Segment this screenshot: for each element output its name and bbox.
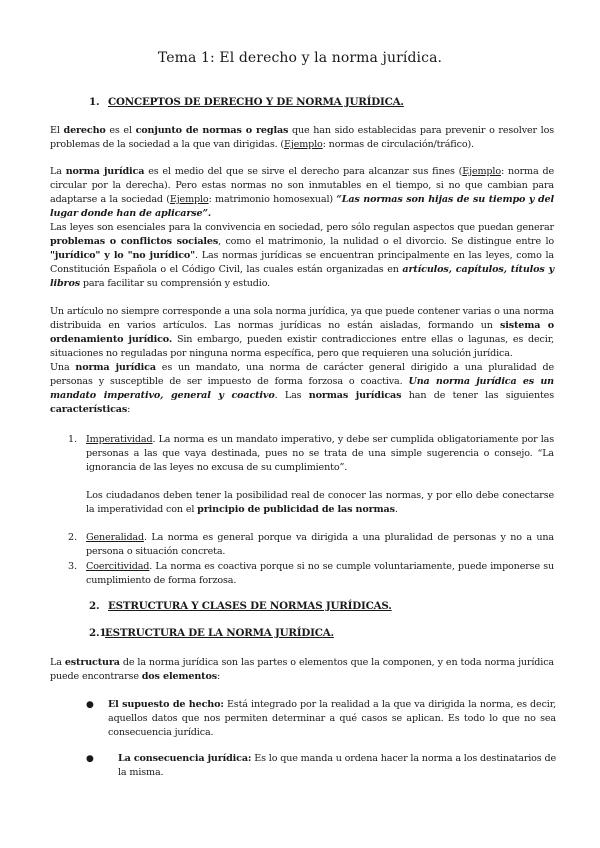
text: de la norma jurídica son las partes o elementos que la componen, y en toda norma jurídica puede encontrarse	[50, 657, 554, 682]
section-1-title: CONCEPTOS DE DERECHO Y DE NORMA JURÍDICA.	[108, 96, 404, 108]
paragraph-articulo	[50, 305, 554, 361]
text: han de tener las siguientes	[401, 390, 554, 401]
bold-text: estructura	[64, 657, 120, 668]
list-item-generalidad	[86, 531, 554, 559]
text: es un mandato, una norma de carácter general dirigido a una pluralidad de personas y susceptible de ser impuesto de forma forzosa o coactiva.	[50, 362, 554, 387]
text: Está integrado por la realidad a la que va dirigida la norma, es decir, aquellos datos que nos permiten determinar a qué casos se aplican. Es todo lo que no sea consecuencia jurídica.	[108, 699, 557, 738]
text: Una	[50, 362, 76, 373]
text: . La norma es coactiva porque si no se cumple voluntariamente, puede imponerse su cumplimiento de forma forzosa.	[86, 561, 554, 586]
text: . La norma es general porque va dirigida a una pluralidad de personas y no a una persona o situación concreta.	[86, 532, 554, 557]
paragraph-derecho	[50, 124, 554, 152]
paragraph-norma-juridica	[50, 165, 554, 221]
section-2-1-number: 2.1.	[89, 627, 110, 639]
list-item-term: Coercitividad	[86, 561, 150, 572]
page-title: Tema 1: El derecho y la norma jurídica.	[157, 50, 443, 66]
section-2-1-heading	[89, 627, 334, 639]
text: Las leyes son esenciales para la convivencia en sociedad, pero sólo regulan aspectos que puedan generar	[50, 222, 554, 233]
list-item-number: 3.	[68, 561, 78, 572]
text: La	[50, 657, 65, 668]
bold-text: normas jurídicas	[308, 390, 402, 401]
underlined-text: Ejemplo	[462, 166, 501, 177]
text: : normas de circulación/tráfico).	[322, 139, 474, 150]
bold-text: norma jurídica	[65, 166, 145, 177]
bullet-item-consecuencia	[118, 752, 556, 780]
section-1-heading	[89, 96, 404, 108]
text: Un artículo no siempre corresponde a una sola norma jurídica, ya que puede contener varias o una norma distribuida en varios artículos. Las normas jurídicas no están aisladas, formando un	[50, 306, 554, 331]
list-item-term: Imperatividad	[86, 434, 153, 445]
list-item-imperatividad	[86, 433, 554, 475]
bold-text: dos elementos	[141, 671, 217, 682]
section-2-heading	[89, 600, 392, 612]
bullet-item-supuesto	[108, 698, 556, 740]
bold-text: derecho	[63, 125, 106, 136]
bold-text: "jurídico" y lo "no jurídico"	[50, 250, 196, 261]
text: Los ciudadanos deben tener la posibilidad real de conocer las normas, y por ello debe conectarse la imperatividad con el	[86, 490, 554, 515]
section-2-number: 2.	[89, 600, 100, 612]
bold-text: norma jurídica	[75, 362, 156, 373]
text: . Las normas jurídicas se encuentran principalmente en las leyes, como la Constitución Española o el Código Civil, las cuales están organizadas en	[50, 250, 554, 275]
text: .	[394, 504, 398, 515]
text: , como el matrimonio, la nulidad o el divorcio. Se distingue entre lo	[218, 236, 554, 247]
list-item-imperatividad-note	[86, 489, 554, 517]
bold-text: características	[50, 404, 128, 415]
underlined-text: Ejemplo	[169, 194, 209, 205]
section-2-title: ESTRUCTURA Y CLASES DE NORMAS JURÍDICAS.	[108, 600, 392, 612]
text: es el medio del que se sirve el derecho para alcanzar sus fines (	[144, 166, 463, 177]
paragraph-estructura	[50, 656, 554, 684]
bold-quote: “Las normas son hijas de su tiempo y del lugar donde han de aplicarse”.	[50, 194, 554, 219]
text: La	[50, 166, 66, 177]
text: para facilitar su comprensión y estudio.	[79, 278, 271, 289]
text: : norma de circular por la derecha). Pero estas normas no son inmutables en el tiempo, si no que cambian para adaptarse a la sociedad (	[50, 166, 554, 205]
list-item-number: 1.	[68, 434, 78, 445]
bold-text: principio de publicidad de las normas	[197, 504, 395, 515]
list-item-term: Generalidad	[86, 532, 144, 543]
bold-text: sistema o ordenamiento jurídico.	[50, 320, 554, 345]
text: que han sido establecidas para prevenir o resolver los problemas de la sociedad a la que van dirigidas. (	[50, 125, 554, 150]
paragraph-mandato	[50, 361, 554, 417]
bold-text: problemas o conflictos sociales	[50, 236, 219, 247]
bold-text: conjunto de normas o reglas	[135, 125, 289, 136]
list-item-number: 2.	[68, 532, 78, 543]
text: :	[127, 404, 131, 415]
bullet-icon: ●	[86, 700, 94, 710]
section-1-number: 1.	[89, 96, 100, 108]
list-item-coercitividad	[86, 560, 554, 588]
bullet-term: El supuesto de hecho:	[108, 699, 224, 710]
text: : matrimonio homosexual)	[208, 194, 337, 205]
underlined-text: Ejemplo	[283, 139, 323, 150]
text: Es lo que manda u ordena hacer la norma a los destinatarios de la misma.	[118, 753, 556, 778]
bold-text: Una norma jurídica es un mandato imperativo, general y coactivo	[50, 376, 554, 401]
bold-text: artículos, capítulos, títulos y libros	[50, 264, 554, 289]
text: es el	[105, 125, 136, 136]
paragraph-leyes	[50, 221, 554, 291]
bullet-term: La consecuencia jurídica:	[118, 753, 252, 764]
section-2-1-title: ESTRUCTURA DE LA NORMA JURÍDICA.	[105, 627, 334, 639]
text: . La norma es un mandato imperativo, y debe ser cumplida obligatoriamente por las personas a las que vaya destinada, pues no se trata de una simple sugerencia o consejo. “La ignorancia de las leyes no excusa de su cumplimiento”.	[86, 434, 554, 473]
text: Sin embargo, pueden existir contradicciones entre ellas o lagunas, es decir, situaciones no reguladas por ninguna norma específica, pero que requieren una solución jurídica.	[50, 334, 554, 359]
text: . Las	[274, 390, 309, 401]
text: El	[50, 125, 64, 136]
text: :	[216, 671, 221, 682]
bullet-icon: ●	[86, 754, 94, 764]
